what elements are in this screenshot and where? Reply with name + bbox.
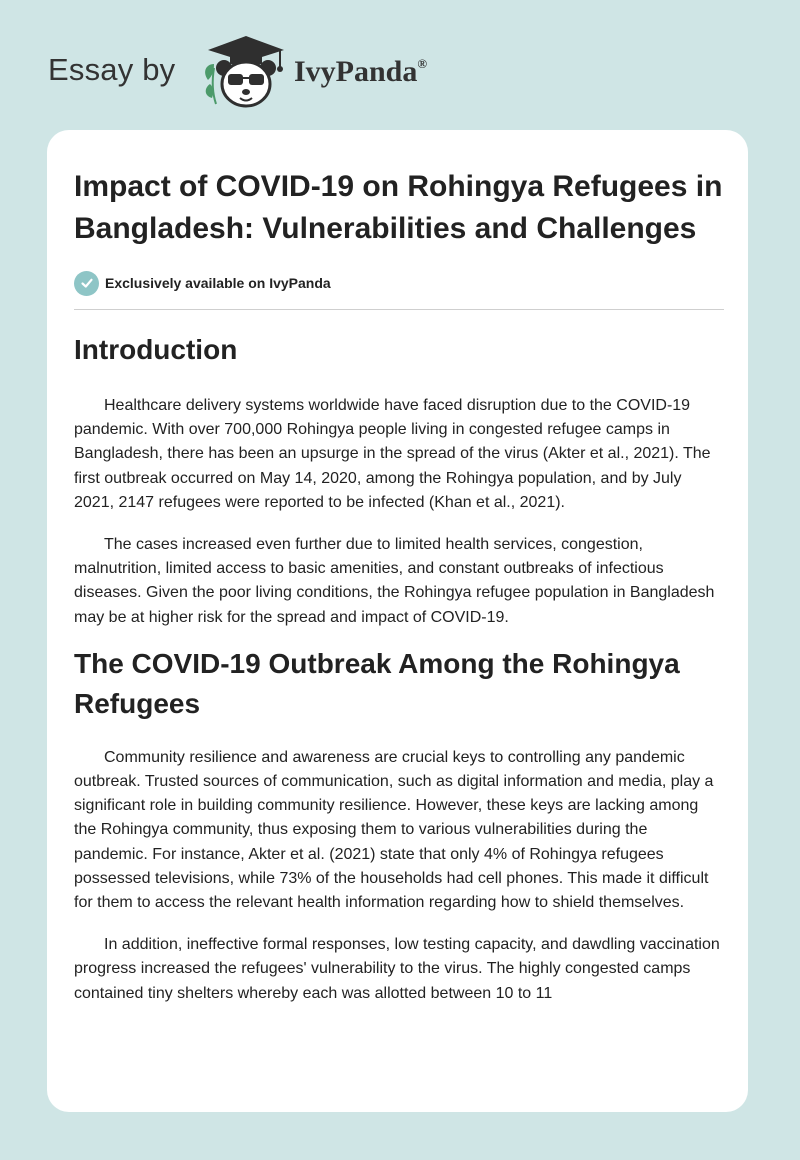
site-header bbox=[0, 0, 800, 130]
paragraph: Community resilience and awareness are crucial keys to controlling any pandemic outbreak. Trusted sources of communication, such as digital information and media, play a significant role in building community resilience. However, these keys are lacking among the Rohingya community, thus exposing them to various vulnerabilities during the pandemic. For instance, Akter et al. (2021) state that only 4% of Rohingya refugees possessed televisions, while 73% of the households had cell phones. This made it difficult for them to access the relevant health information regarding how to shield themselves. bbox=[74, 748, 714, 912]
divider bbox=[74, 309, 724, 310]
brand-name[interactable]: IvyPanda® bbox=[294, 55, 428, 88]
check-icon bbox=[74, 271, 99, 296]
article-card bbox=[47, 130, 748, 1112]
panda-graduate-icon[interactable] bbox=[200, 34, 292, 110]
registered-mark: ® bbox=[417, 56, 428, 71]
exclusive-badge bbox=[74, 270, 724, 296]
section-heading-outbreak: The COVID-19 Outbreak Among the Rohingya Refugees bbox=[74, 647, 680, 719]
article-title: Impact of COVID-19 on Rohingya Refugees in Bangladesh: Vulnerabilities and Challenges bbox=[74, 170, 723, 245]
paragraph: In addition, ineffective formal responses, low testing capacity, and dawdling vaccination progress increased the refugees' vulnerability to the virus. The highly congested camps contained tiny shelters whereby each was allotted between 10 to 11 bbox=[74, 936, 720, 1002]
paragraph: The cases increased even further due to limited health services, congestion, malnutrition, limited access to basic amenities, and constant outbreaks of infectious diseases. Given the poor living conditions, the Rohingya refugee population in Bangladesh may be at higher risk for the spread and impact of COVID-19. bbox=[74, 536, 715, 626]
section-heading-introduction: Introduction bbox=[74, 334, 238, 365]
paragraph: Healthcare delivery systems worldwide have faced disruption due to the COVID-19 pandemic. With over 700,000 Rohingya people living in congested refugee camps in Bangladesh, there has been an upsurge in the spread of the virus (Akter et al., 2021). The first outbreak occurred on May 14, 2020, among the Rohingya population, and by July 2021, 2147 refugees were reported to be infected (Khan et al., 2021). bbox=[74, 397, 711, 511]
badge-text: Exclusively available on IvyPanda bbox=[105, 275, 331, 291]
brand-prefix: Essay by bbox=[48, 52, 176, 87]
article-content bbox=[74, 166, 724, 1006]
